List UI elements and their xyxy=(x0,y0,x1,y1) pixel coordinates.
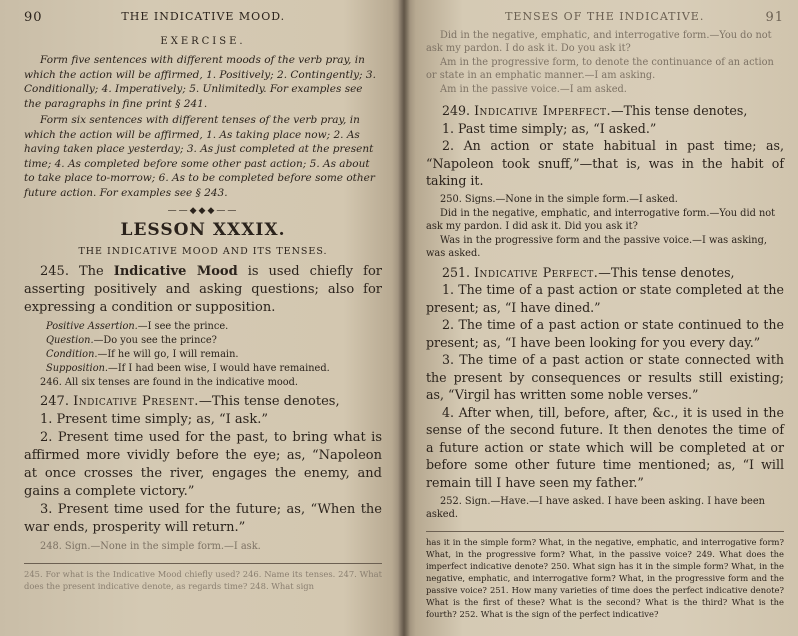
example-item: Positive Assertion.—I see the prince. xyxy=(46,321,229,332)
top-faded-line-3: Am in the passive voice.—I am asked. xyxy=(440,84,627,95)
p245-bold-term: Indicative Mood xyxy=(113,264,238,279)
example-item: Condition.—If he will go, I will remain. xyxy=(46,349,239,360)
top-faded-line-1: Did in the negative, emphatic, and interrogative form.—You do not ask my pardon. I do ask it. Do you ask it? xyxy=(426,30,772,54)
questions-rule xyxy=(426,531,784,532)
examples-list xyxy=(24,320,382,375)
ornament-divider: ——◆◆◆—— xyxy=(167,206,239,216)
p249-item-1: 1. Past time simply; as, “I asked.” xyxy=(442,120,657,136)
p250-line: 250. Signs.—None in the simple form.—I asked. xyxy=(440,193,678,205)
p245-rest: is used chiefly for asserting positively and asking questions; also for expressing a condition or supposition. xyxy=(24,264,383,315)
example-item: Question.—Do you see the prince? xyxy=(46,335,217,346)
right-questions: has it in the simple form? What, in the negative, emphatic, and interrogative form? What, in the progressive form? What, in the passive voice? 249. What does the imperfect indicative denote? 250. What sign has it in the simple form? What, in the negative, emphatic, and interrogative form? What, in the progressive form and the passive voice? 251. How many varieties of time does the perfect indicative denote? What is the first of these? What is the second? What is the third? What is the fourth? 252. What is the sign of the perfect indicative? xyxy=(426,537,784,619)
p247-item-2: 2. Present time used for the past, to bring what is affirmed more vividly before the eye; as, “Napoleon at once crosses the river, engages the enemy, and gains a complete victory.” xyxy=(24,430,382,499)
p245-pre: The xyxy=(78,264,104,279)
p251-item-3: 3. The time of a past action or state connected with the present by consequences or results still existing; as, “Virgil has written some noble verses.” xyxy=(426,352,784,402)
book-gutter xyxy=(398,0,410,636)
paragraph-251-heading: 251. Indicative Perfect.—This tense denotes, xyxy=(442,264,735,280)
left-running-head: THE INDICATIVE MOOD. xyxy=(121,10,286,23)
paragraph-252: 252. Sign.—Have.—I have asked. I have been asking. I have been asked. xyxy=(426,496,765,520)
paragraph-247-heading: 247. Indicative Present.—This tense denotes, xyxy=(40,394,340,409)
p250-line: Was in the progressive form and the passive voice.—I was asking, was asked. xyxy=(426,234,767,259)
exercise-text-1: Form five sentences with different moods of the verb pray, in which the action will be affirmed, 1. Positively; 2. Contingently; 3. Conditionally; 4. Imperatively; 5. Unlimitedly. For examples see the paragraphs in fine print § 241. xyxy=(24,54,376,110)
right-page-header xyxy=(426,10,784,28)
left-questions: 245. For what is the Indicative Mood chiefly used? 246. Name its tenses. 247. What does the present indicative denote, as regards time? 248. What sign xyxy=(24,569,382,591)
right-running-head: TENSES OF THE INDICATIVE. xyxy=(505,10,705,23)
p251-item-1: 1. The time of a past action or state completed at the present; as, “I have dined.” xyxy=(426,282,784,315)
p249-item-2: 2. An action or state habitual in past time; as, “Napoleon took snuff,”—that is, was in the habit of taking it. xyxy=(426,138,784,188)
lesson-subtitle: THE INDICATIVE MOOD AND ITS TENSES. xyxy=(78,246,328,257)
p251-item-4: 4. After when, till, before, after, &c., it is used in the sense of the second future. It then denotes the time of a future action or state which will be completed at or before some other future time mentioned; as, “I will remain till I have seen my father.” xyxy=(426,404,784,490)
paragraph-245 xyxy=(24,263,382,317)
p249-head: Indicative Imperfect. xyxy=(474,103,612,118)
lesson-title: LESSON XXXIX. xyxy=(120,220,286,240)
p251-item-2: 2. The time of a past action or state continued to the present; as, “I have been looking for you every day.” xyxy=(426,317,784,350)
p250-line: Did in the negative, emphatic, and interrogative form.—You did not ask my pardon. I did ask it. Did you ask it? xyxy=(426,207,776,232)
exercise-text-2: Form six sentences with different tenses of the verb pray, in which the action will be affirmed, 1. As taking place now; 2. As having taken place yesterday; 3. As just completed at the present time; 4. As completed before some other past action; 5. As about to take place to-morrow; 6. As to be completed before some other future action. For examples see § 243. xyxy=(24,114,375,199)
exercise-title: EXERCISE. xyxy=(160,36,246,47)
top-faded-line-2: Am in the progressive form, to denote the continuance of an action or state in an emphatic manner.—I am asking. xyxy=(426,57,774,81)
p247-item-1: 1. Present time simply; as, “I ask.” xyxy=(40,412,268,427)
paragraph-249-heading: 249. Indicative Imperfect.—This tense denotes, xyxy=(442,103,748,118)
right-page xyxy=(404,0,798,636)
p245-number: 245. xyxy=(40,264,69,279)
left-page-number: 90 xyxy=(24,10,43,25)
p247-item-3: 3. Present time used for the future; as, “When the war ends, prosperity will return.” xyxy=(24,502,382,535)
paragraph-246: 246. All six tenses are found in the indicative mood. xyxy=(40,377,299,388)
paragraph-250 xyxy=(426,193,784,260)
questions-rule xyxy=(24,563,382,564)
right-page-number: 91 xyxy=(765,10,784,25)
paragraph-248: 248. Sign.—None in the simple form.—I ask. xyxy=(40,541,261,552)
p251-head: Indicative Perfect. xyxy=(474,264,599,280)
p247-head: Indicative Present. xyxy=(73,394,199,409)
left-page-header xyxy=(24,10,382,28)
example-item: Supposition.—If I had been wise, I would have remained. xyxy=(46,363,330,374)
